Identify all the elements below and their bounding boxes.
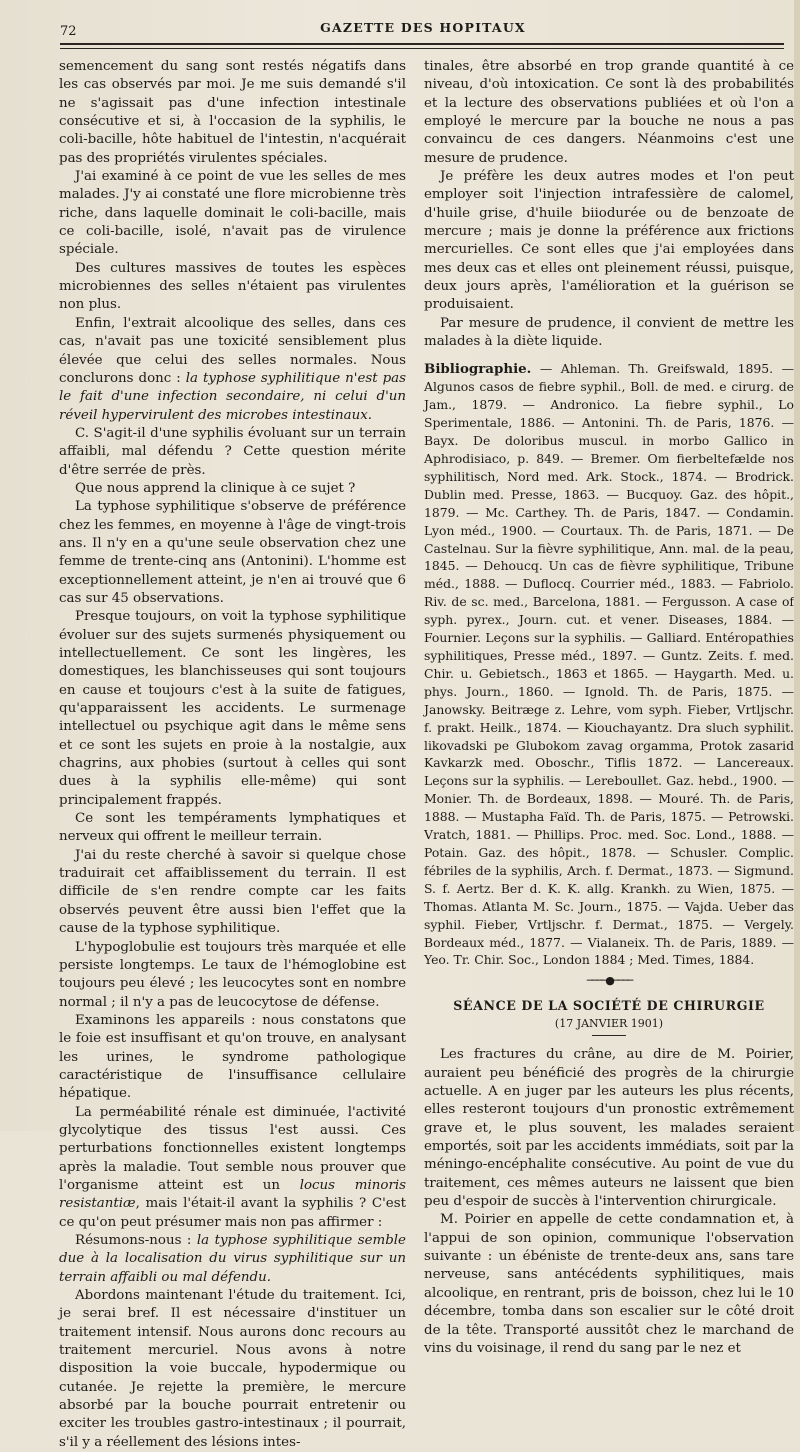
header-rule-thin — [60, 48, 784, 49]
paragraph: L'hypoglobulie est toujours très marquée et elle persiste longtemps. Le taux de l'hémoglobine est toujours peu élevé ; les leucocytes sont en nombre normal ; il n'y a pas de leucocytose de défense. — [59, 939, 406, 1010]
left-column — [59, 58, 407, 1450]
page-header — [52, 18, 794, 46]
paragraph: Examinons les appareils : nous constatons que le foie est insuffisant et qu'on trouve, en analysant les urines, le syndrome pathologique caractéristique de l'insuffisance cellulaire hépatique. — [59, 1012, 406, 1102]
right-column — [424, 58, 794, 1356]
summary-emphasis: la typhose syphilitique semble due à la localisation du virus syphilitique sur un terrain affaibli ou mal défendu. — [59, 1233, 406, 1285]
paragraph: La perméabilité rénale est diminuée, l'activité glycolytique des tissus l'est aussi. Ces perturbations fonctionnelles existent longtemps après la maladie. Tout semble nous prouver que l'organisme atteint est un locus minoris resistantiæ, mais l'était-il avant la syphilis ? C'est ce qu'on peut présumer mais non pas affirmer : — [59, 1104, 406, 1230]
paragraph: J'ai du reste cherché à savoir si quelque chose traduirait cet affaiblissement du terrain. Il est difficile de s'en rendre compte car les faits observés peuvent être aussi bien l'effet que la cause de la typhose syphilitique. — [59, 847, 406, 937]
paragraph: La typhose syphilitique s'observe de préférence chez les femmes, en moyenne à l'âge de vingt-trois ans. Il n'y en a qu'une seule observation chez une femme de trente-cinq ans (Antonini). L'homme est exceptionnellement atteint, je n'en ai trouvé que 6 cas sur 45 observations. — [59, 499, 406, 606]
paragraph: Ce sont les tempéraments lymphatiques et nerveux qui offrent le meilleur terrain. — [59, 811, 406, 845]
paragraph: tinales, être absorbé en trop grande quantité à ce niveau, d'où intoxication. Ce sont là des probabilités et la lecture des observations publiées et où l'on a employé le mercure par la bouche ne nous a pas convaincu de ces dangers. Néanmoins c'est une mesure de prudence. — [424, 59, 794, 166]
paragraph: C. S'agit-il d'une syphilis évoluant sur un terrain affaibli, mal défendu ? Cette question mérite d'être serrée de près. — [59, 425, 406, 478]
paragraph: M. Poirier en appelle de cette condamnation et, à l'appui de son opinion, communique l'observation suivante : un ébéniste de trente-deux ans, sans tare nerveuse, sans antécédents syphilitiques, mais alcoolique, en rentrant, pris de boisson, chez lui le 10 décembre, tomba dans son escalier sur le côté droit de la tête. Transporté aussitôt chez le marchand de vins du voisinage, il rend du sang par le nez et — [424, 1212, 794, 1356]
section-separator: ────●──── — [586, 974, 632, 988]
paragraph: Résumons-nous : la typhose syphilitique semble due à la localisation du virus syphilitique sur un terrain affaibli ou mal défendu. — [59, 1233, 406, 1285]
bibliography-heading: Bibliographie. — [424, 360, 532, 377]
paragraph: semencement du sang sont restés négatifs dans les cas observés par moi. Je me suis demandé s'il ne s'agissait pas d'une infection intestinale consécutive et si, à l'occasion de la syphilis, le coli-bacille, hôte habituel de l'intestin, n'acquérait pas des propriétés virulentes spéciales. — [59, 59, 406, 166]
paragraph: J'ai examiné à ce point de vue les selles de mes malades. J'y ai constaté une flore microbienne très riche, dans laquelle dominait le coli-bacille, mais ce coli-bacille, isolé, n'avait pas de virulence spéciale. — [59, 169, 406, 258]
short-rule — [592, 1035, 626, 1036]
conclusion-emphasis: la typhose syphilitique n'est pas le fait d'une infection secondaire, ni celui d'un réveil hypervirulent des microbes intestinaux. — [59, 370, 407, 423]
page-number: 72 — [60, 24, 77, 39]
paragraph: Par mesure de prudence, il convient de mettre les malades à la diète liquide. — [424, 315, 794, 350]
bibliography-text: — Ahleman. Th. Greifswald, 1895. — Algunos casos de fiebre syphil., Boll. de med. e cirurg. de Jam., 1879. — Andronico. La fiebre syphil., Lo Sperimentale, 1886. — Antonini. Th. de Paris, 1876. — Bayx. De doloribus muscul. in morbo Gallico in Aphrodisiaco, p. 849. — Bremer. Om fierbeltefælde nos syphilitisch, Nord med. Ark. Stock., 1874. — Brodrick. Dublin med. Presse, 1863. — Bucquoy. Gaz. des hôpit., 1879. — Mc. Carthey. Th. de Paris, 1847. — Condamin. Lyon méd., 1900. — Courtaux. Th. de Paris, 1871. — De Castelnau. Sur la fièvre syphilitique, Ann. mal. de la peau, 1845. — Dehoucq. Un cas de fièvre syphilitique, Tribune méd., 1888. — Duflocq. Courrier méd., 1883. — Fabriolo. Riv. de sc. med., Barcelona, 1881. — Fergusson. A case of syph. pyrex., Journ. cut. et vener. Diseases, 1884. — Fournier. Leçons sur la syphilis. — Galliard. Entéropathies syphilitiques, Presse méd., 1897. — Guntz. Zeits. f. med. Chir. u. Gebietsch., 1863 et 1865. — Haygarth. Med. u. phys. Journ., 1860. — Ignold. Th. de Paris, 1875. — Janowsky. Beitræge z. Lehre, vom syph. Fieber, Vrtljschr. f. prakt. Heilk., 1874. — Kiouchayantz. Dra sluch syphilit. likovadski pe Glubokom zavag orgamma, Protok zasarid Kavkarzk med. Oboschr., Tiflis 1872. — Lancereaux. Leçons sur la syphilis. — Lereboullet. Gaz. hebd., 1900. — Monier. Th. de Bordeaux, 1898. — Mouré. Th. de Paris, 1888. — Mustapha Faïd. Th. de Paris, 1875. — Petrowski. Vratch, 1881. — Phillips. Proc. med. Soc. Lond., 1888. — Potain. Gaz. des hôpit., 1878. — Schusler. Complic. fébriles de la syphilis, Arch. f. Dermat., 1873. — Sigmund. S. f. Aertz. Ber d. K. K. allg. Krankh. zu Wien, 1875. — Thomas. Atlanta M. Sc. Journ., 1875. — Vajda. Ueber das syphil. Fieber, Vrtljschr. f. Dermat., 1875. — Vergely. Bordeaux méd., 1877. — Vialaneix. Th. de Paris, 1889. — Yeo. Tr. Chir. Soc., London 1884 ; Med. Times, 1884. — [424, 360, 794, 968]
paragraph: Des cultures massives de toutes les espèces microbiennes des selles n'étaient pas virulentes non plus. — [59, 260, 406, 313]
latin-term: locus minoris resistantiæ — [59, 1177, 406, 1212]
bibliography — [424, 360, 794, 970]
section-title: SÉANCE DE LA SOCIÉTÉ DE CHIRURGIE — [453, 997, 765, 1013]
paragraph: Enfin, l'extrait alcoolique des selles, dans ces cas, n'avait pas une toxicité sensiblement plus élevée que celui des selles normales. Nous conclurons donc : la typhose syphilitique n'est pas le fait d'une infection secondaire, ni celui d'un réveil hypervirulent des microbes intestinaux. — [59, 315, 407, 423]
paragraph: Presque toujours, on voit la typhose syphilitique évoluer sur des sujets surmenés physiquement ou intellectuellement. Ce sont les lingères, les domestiques, les blanchisseuses qui sont toujours en cause et toujours c'est à la suite de fatigues, qu'apparaissent les accidents. Le surmenage intellectuel ou psychique agit dans le même sens et ce sont les sujets en proie à la nostalgie, aux chagrins, aux phobies (surtout à celles qui sont dues à la syphilis elle-même) qui sont principalement frappés. — [59, 609, 406, 808]
paragraph: Je préfère les deux autres modes et l'on peut employer soit l'injection intrafessière de calomel, d'huile grise, d'huile biiodurée ou de benzoate de mercure ; mais je donne la préférence aux frictions mercurielles. Ce sont elles que j'ai employées dans mes deux cas et elles ont pleinement réussi, puisque, deux jours après, l'amélioration et la guérison se produisaient. — [424, 169, 794, 313]
journal-title: GAZETTE DES HOPITAUX — [320, 20, 526, 35]
section-date: (17 JANVIER 1901) — [554, 1017, 664, 1030]
page-edge — [794, 0, 800, 1131]
paragraph: Les fractures du crâne, au dire de M. Poirier, auraient peu bénéficié des progrès de la chirurgie actuelle. A en juger par les auteurs les plus récents, elles resteront toujours d'un pronostic extrêmement grave et, le plus souvent, les malades seraient emportés, soit par les accidents immédiats, soit par la méningo-encéphalite consécutive. Au point de vue du traitement, ces mêmes auteurs ne laissent que bien peu d'espoir de succès à l'intervention chirurgicale. — [424, 1047, 794, 1210]
header-rule-thick — [60, 43, 784, 45]
paragraph: Que nous apprend la clinique à ce sujet ? — [75, 480, 356, 496]
paragraph: Abordons maintenant l'étude du traitement. Ici, je serai bref. Il est nécessaire d'instituer un traitement intensif. Nous aurons donc recours au traitement mercuriel. Nous avons à notre disposition la voie buccale, hypodermique ou cutanée. Je rejette la première, le mercure absorbé par la bouche pourrait entretenir ou exciter les troubles gastro-intestinaux ; il pourrait, s'il y a réellement des lésions intes- — [59, 1288, 406, 1450]
